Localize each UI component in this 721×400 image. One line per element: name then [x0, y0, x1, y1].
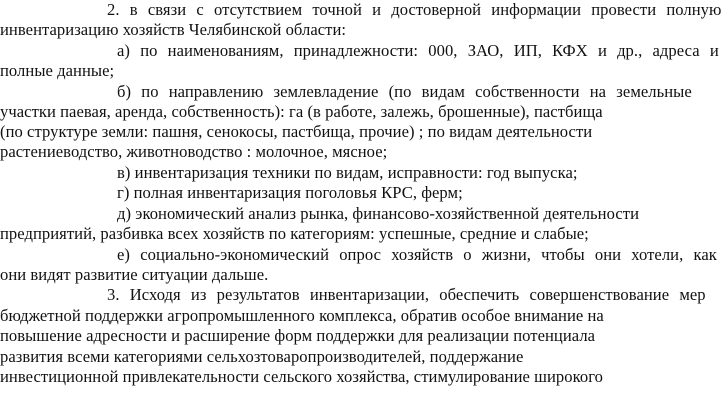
text-line: г) полная инвентаризация поголовья КРС, ферм;	[117, 183, 463, 202]
text-line: предприятий, разбивка всех хозяйств по категориям: успешные, средние и слабые;	[0, 224, 589, 243]
text-line: 2. в связи с отсутствием точной и достоверной информации провести полную	[107, 0, 721, 19]
text-line: они видят развитие ситуации дальше.	[0, 265, 269, 284]
text-line: полные данные;	[0, 61, 115, 80]
text-line: инвестиционной привлекательности сельского хозяйства, стимулирование широкого	[0, 367, 603, 386]
text-line: а) по наименованиям, принадлежности: 000, ЗАО, ИП, КФХ и др., адреса и	[117, 41, 719, 60]
text-line: д) экономический анализ рынка, финансово-хозяйственной деятельности	[117, 204, 640, 223]
text-line: бюджетной поддержки агропромышленного комплекса, обратив особое внимание на	[0, 306, 604, 325]
text-line: б) по направлению землевладение (по видам собственности на земельные	[117, 82, 692, 101]
text-line: повышение адресности и расширение форм поддержки для реализации потенциала	[0, 326, 596, 345]
text-line: растениеводство, животноводство : молочное, мясное;	[0, 142, 388, 161]
text-line: развития всеми категориями сельхозтоваропроизводителей, поддержание	[0, 347, 524, 366]
text-line: 3. Исходя из результатов инвентаризации, обеспечить совершенствование мер	[107, 285, 706, 304]
text-line: участки паевая, аренда, собственность): га (в работе, залежь, брошенные), пастбища	[0, 102, 603, 121]
text-line: инвентаризацию хозяйств Челябинской области:	[0, 20, 347, 39]
text-line: е) социально-экономический опрос хозяйств о жизни, чтобы они хотели, как	[117, 245, 717, 264]
text-line: (по структуре земли: пашня, сенокосы, пастбища, прочие) ; по видам деятельности	[0, 122, 593, 141]
text-line: в) инвентаризация техники по видам, исправности: год выпуска;	[117, 163, 578, 182]
